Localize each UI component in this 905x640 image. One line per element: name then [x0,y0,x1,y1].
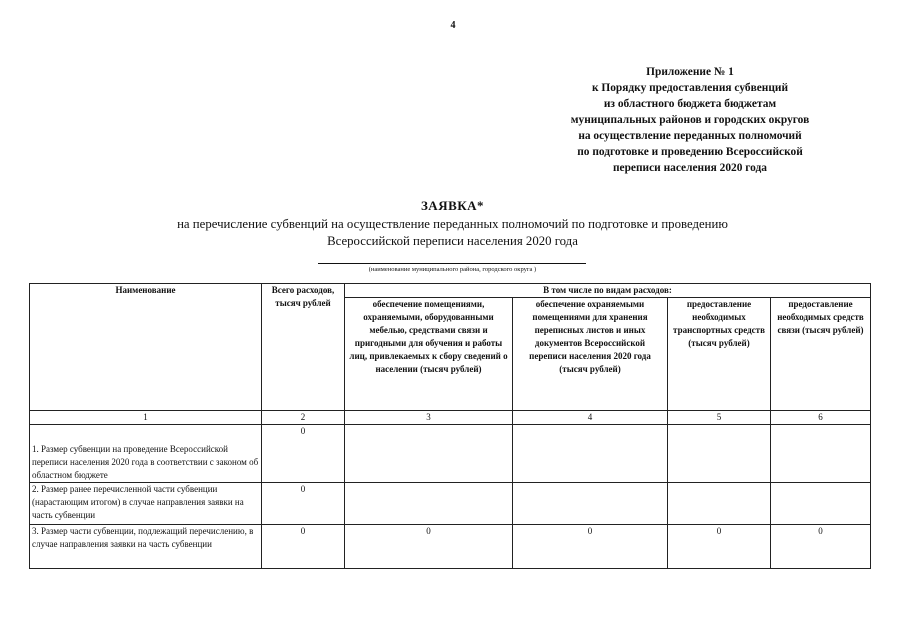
subtitle-line: Всероссийской переписи населения 2020 года [327,234,578,248]
header-sub-premises: обеспечение помещениями, охраняемыми, оборудованными мебелью, средствами связи и пригодными для обучения и работы лиц, привлекаемых к сбору сведений о населении (тысяч рублей) [345,298,513,411]
row-name: 1. Размер субвенции на проведение Всероссийской переписи населения 2020 года в соответствии с законом об областном бюджете [30,425,262,483]
row-value: 0 [262,525,345,569]
municipality-caption: (наименование муниципального района, городского округа ) [368,266,537,273]
appendix-line: на осуществление переданных полномочий [578,130,802,142]
row-value [513,425,668,483]
header-group: В том числе по видам расходов: [345,284,871,298]
appendix-heading [520,64,860,176]
row-value: 0 [513,525,668,569]
row-value: 0 [262,425,345,483]
row-value [345,425,513,483]
appendix-line: к Порядку предоставления субвенций [591,82,789,94]
page-number: 4 [450,20,456,31]
header-name: Наименование [30,284,262,411]
table-row [30,525,871,569]
column-number: 3 [345,411,513,425]
table-row [30,425,871,483]
column-number: 1 [30,411,262,425]
document-subtitle [40,216,865,250]
row-value [668,425,771,483]
municipality-blank-line [318,263,586,264]
row-value: 0 [668,525,771,569]
appendix-line: Приложение № 1 [646,66,734,78]
header-sub-storage: обеспечение охраняемыми помещениями для хранения переписных листов и иных документов Всероссийской переписи населения 2020 года (тысяч рублей) [513,298,668,411]
row-value: 0 [262,483,345,525]
header-sub-transport: предоставление необходимых транспортных средств (тысяч рублей) [668,298,771,411]
row-value: 0 [771,525,871,569]
column-number: 2 [262,411,345,425]
column-number: 4 [513,411,668,425]
row-value [668,483,771,525]
row-name: 3. Размер части субвенции, подлежащий перечислению, в случае направления заявки на часть субвенции [30,525,262,569]
header-total: Всего расходов, тысяч рублей [262,284,345,411]
document-title: ЗАЯВКА* [420,198,485,213]
appendix-line: по подготовке и проведению Всероссийской [577,146,803,158]
subtitle-line: на перечисление субвенций на осуществление переданных полномочий по подготовке и проведению [177,217,728,231]
appendix-line: из областного бюджета бюджетам [603,98,777,110]
appendix-line: муниципальных районов и городских округов [570,114,810,126]
row-value [771,483,871,525]
row-value: 0 [345,525,513,569]
column-number: 6 [771,411,871,425]
appendix-line: переписи населения 2020 года [612,162,768,174]
table-row [30,483,871,525]
header-sub-communications: предоставление необходимых средств связи (тысяч рублей) [771,298,871,411]
row-value [771,425,871,483]
row-value [513,483,668,525]
request-table [29,283,871,569]
column-number: 5 [668,411,771,425]
row-name: 2. Размер ранее перечисленной части субвенции (нарастающим итогом) в случае направления заявки на часть субвенции [30,483,262,525]
row-value [345,483,513,525]
